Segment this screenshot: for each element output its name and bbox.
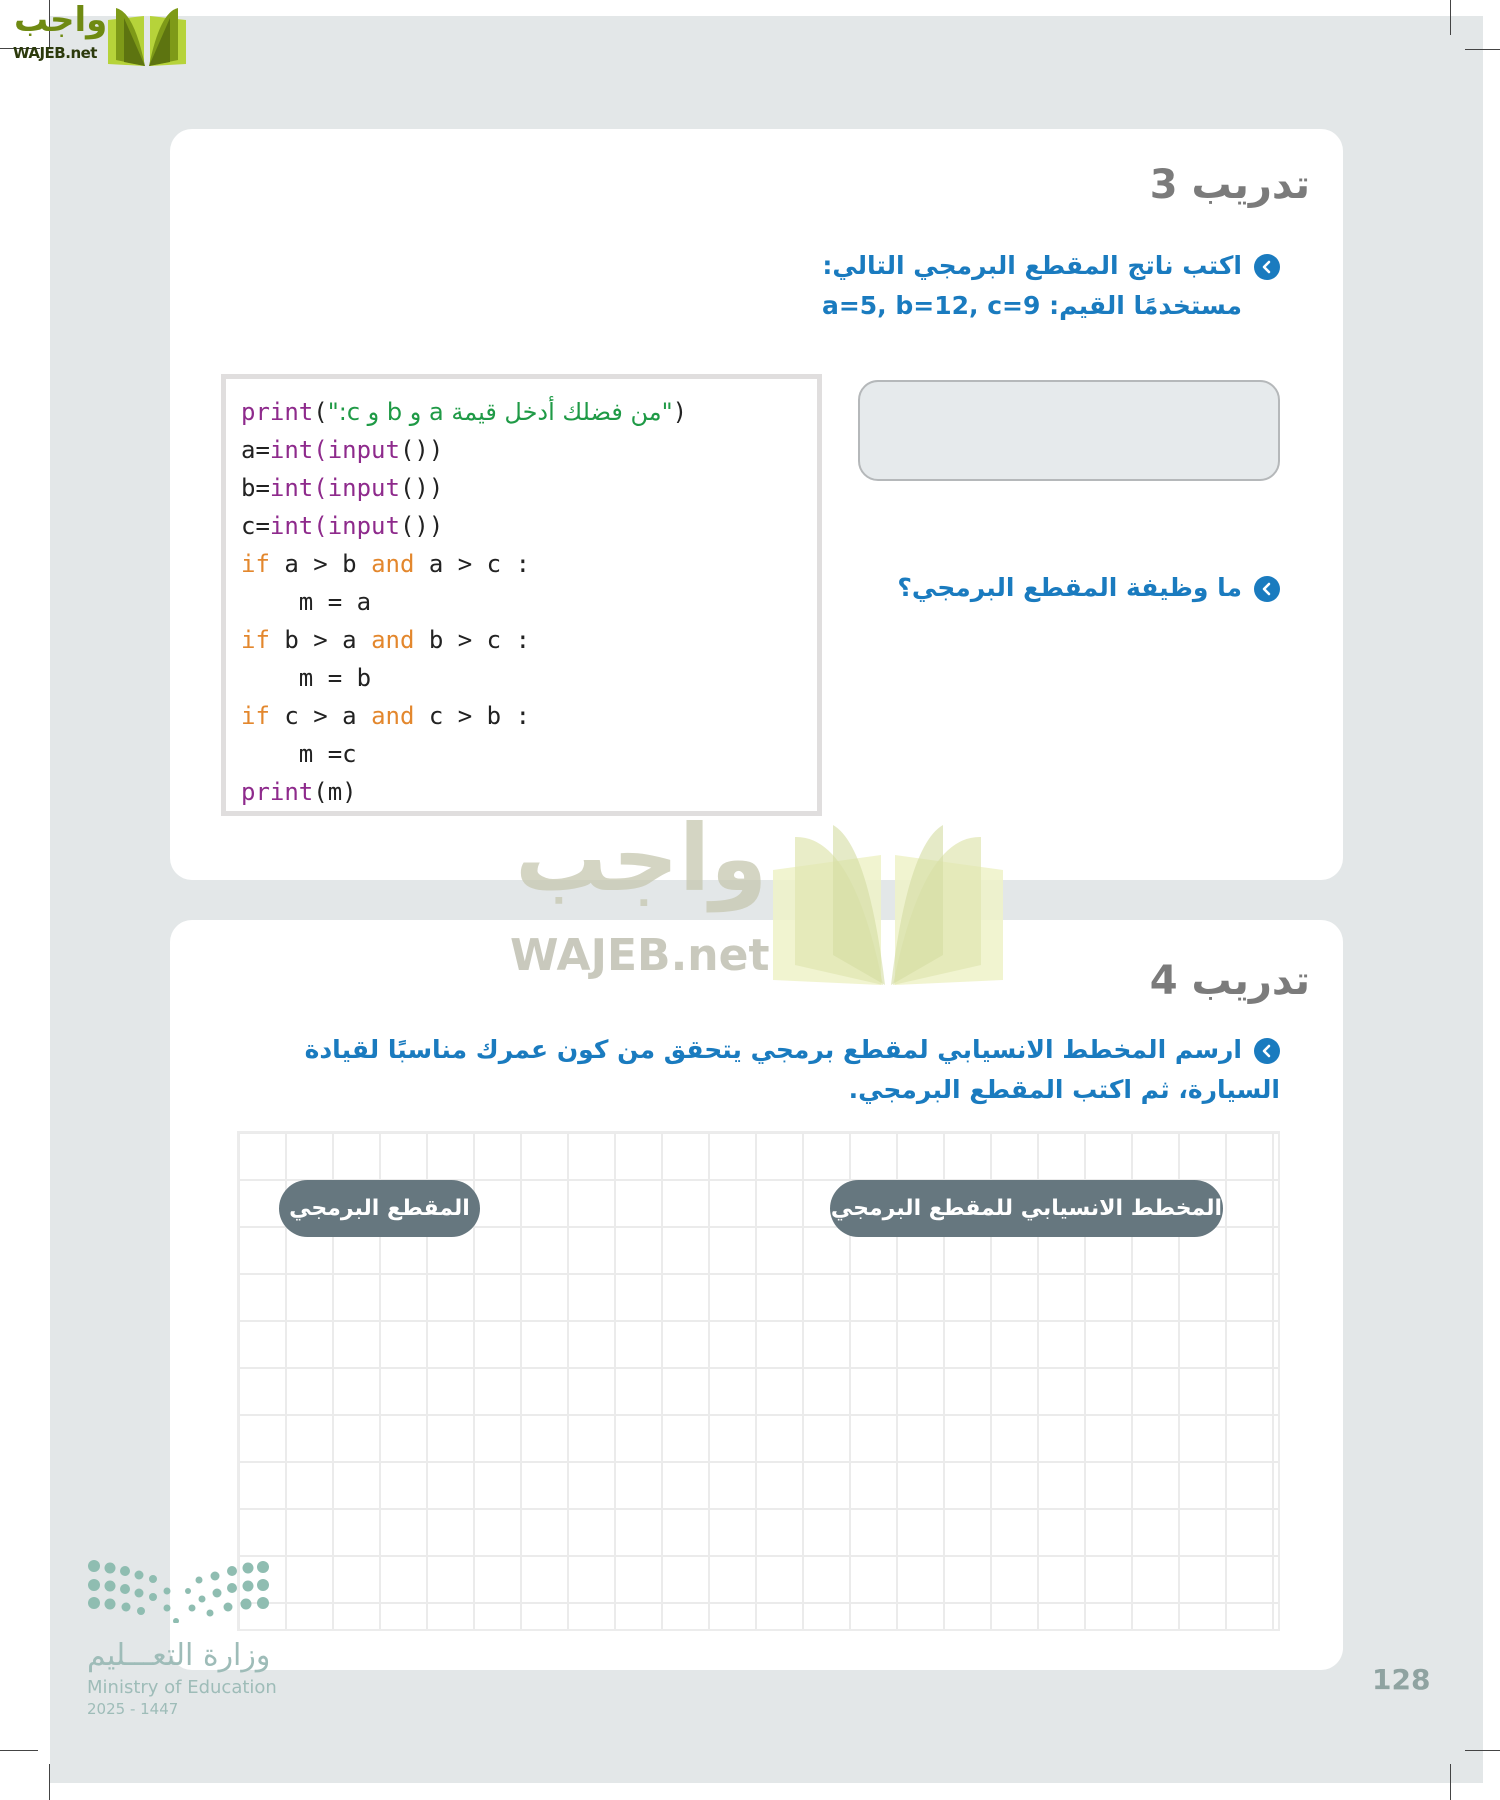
code-line-6: m = a <box>241 588 372 616</box>
output-answer-box[interactable] <box>858 380 1280 481</box>
watermark-arabic: واجب <box>515 805 768 912</box>
chevron-left-bullet-icon <box>1254 576 1280 602</box>
book-icon <box>106 4 188 66</box>
code-line-5: if a > b and a > c : <box>241 550 531 578</box>
flowchart-label: المخطط الانسيابي للمقطع البرمجي <box>830 1180 1223 1237</box>
chevron-left-bullet-icon <box>1254 1038 1280 1064</box>
crop-mark <box>49 1764 50 1800</box>
crop-mark <box>1450 0 1451 35</box>
ministry-name-arabic: وزارة التعـــليم <box>87 1638 271 1673</box>
exercise-4-question: ارسم المخطط الانسيابي لمقطع برمجي يتحقق من كون عمرك مناسبًا لقيادة السيارة، ثم اكتب المقطع البرمجي. <box>304 1035 1280 1104</box>
page-number: 128 <box>1372 1663 1431 1696</box>
code-line-1: print("من فضلك أدخل قيمة a و b و c:") <box>241 398 688 426</box>
code-line-8: m = b <box>241 664 372 692</box>
watermark <box>505 805 1005 995</box>
exercise-3-question-2: ما وظيفة المقطع البرمجي؟ <box>760 568 1280 608</box>
code-line-10: m =c <box>241 740 357 768</box>
code-line-9: if c > a and c > b : <box>241 702 531 730</box>
brand-logo-arabic: واجب <box>14 0 108 40</box>
exercise-3-title: تدريب 3 <box>1149 162 1310 208</box>
chevron-left-bullet-icon <box>1254 254 1280 280</box>
exercise-3-question-1 <box>760 246 1280 326</box>
exercise-4-title: تدريب 4 <box>1149 958 1310 1004</box>
brand-logo[interactable] <box>8 0 188 66</box>
watermark-book-icon <box>773 815 1003 985</box>
question-1-line-2: مستخدمًا القيم: a=5, b=12, c=9 <box>821 291 1242 320</box>
crop-mark <box>1465 49 1500 50</box>
brand-logo-latin: WAJEB.net <box>13 44 97 62</box>
edition-year: 2025 - 1447 <box>87 1700 179 1718</box>
code-label: المقطع البرمجي <box>279 1180 480 1237</box>
code-line-4: c=int(input()) <box>241 512 444 540</box>
ministry-of-education-logo-icon <box>86 1558 271 1623</box>
code-snippet <box>221 374 822 816</box>
question-1-line-1: اكتب ناتج المقطع البرمجي التالي: <box>760 246 1280 286</box>
code-line-3: b=int(input()) <box>241 474 444 502</box>
code-line-2: a=int(input()) <box>241 436 444 464</box>
watermark-latin: WAJEB.net <box>510 930 770 981</box>
code-line-11: print(m) <box>241 778 357 806</box>
crop-mark <box>1465 1750 1500 1751</box>
ministry-name-english: Ministry of Education <box>87 1677 277 1698</box>
crop-mark <box>0 1750 38 1751</box>
code-line-7: if b > a and b > c : <box>241 626 531 654</box>
crop-mark <box>1450 1764 1451 1800</box>
